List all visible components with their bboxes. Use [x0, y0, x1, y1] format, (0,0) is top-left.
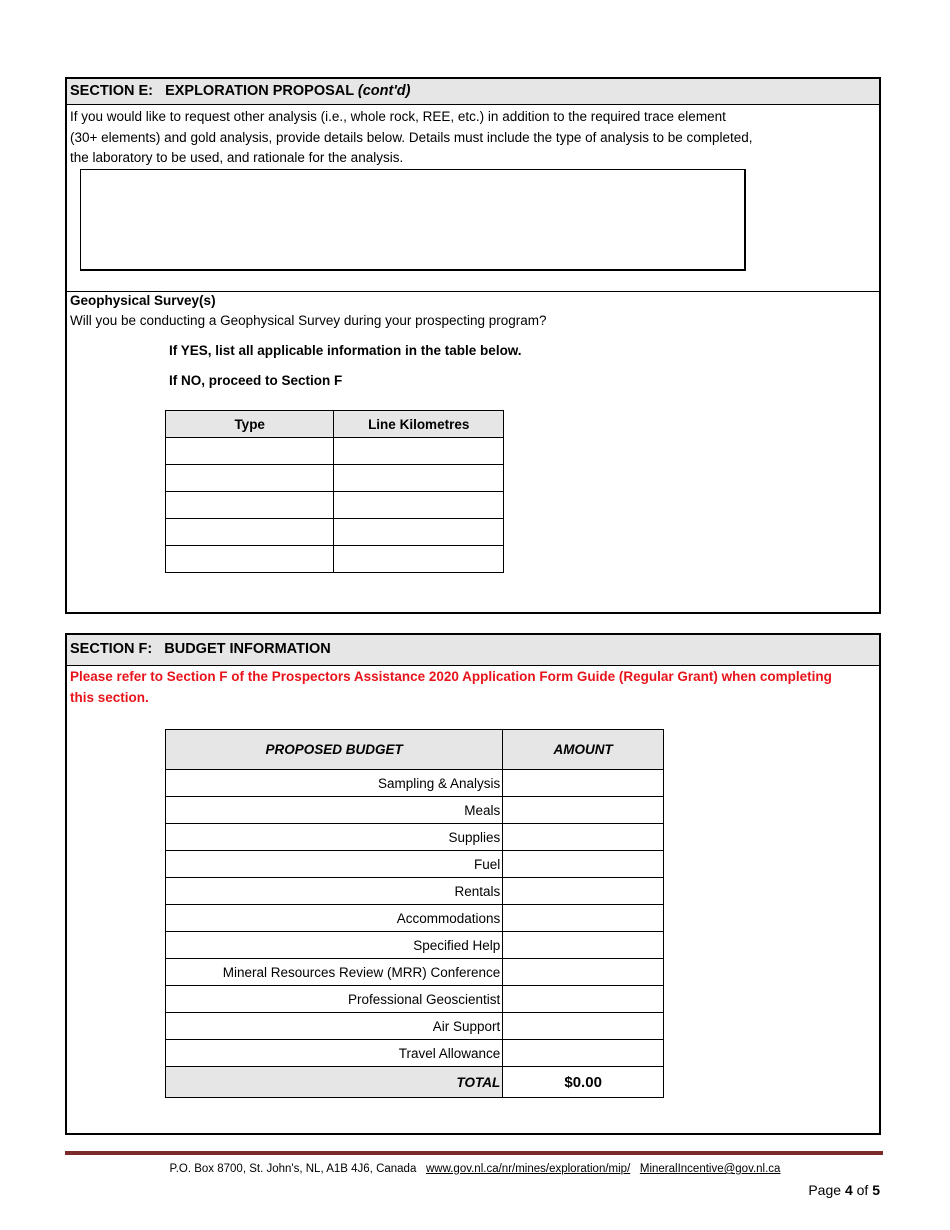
table-row: [166, 770, 664, 797]
section-e-title-suffix: (cont'd): [357, 83, 411, 99]
table-row: [166, 465, 504, 492]
table-row: [166, 438, 504, 465]
table-row: [166, 878, 664, 905]
budget-amount-cell[interactable]: [503, 959, 664, 986]
table-row: [166, 546, 504, 573]
budget-item-label: Air Support: [166, 1013, 503, 1040]
table-row: [166, 1040, 664, 1067]
type-cell[interactable]: [166, 519, 334, 546]
budget-item-label: Supplies: [166, 824, 503, 851]
section-f-title: SECTION F: BUDGET INFORMATION: [70, 641, 331, 657]
line-km-cell[interactable]: [334, 465, 504, 492]
budget-table: [165, 729, 664, 1098]
if-no-instruction: If NO, proceed to Section F: [169, 373, 343, 388]
page-number: [808, 1182, 880, 1198]
footer-email-link[interactable]: MineralIncentive@gov.nl.ca: [639, 1163, 781, 1175]
type-cell[interactable]: [166, 465, 334, 492]
budget-item-label: Accommodations: [166, 905, 503, 932]
footer-address: P.O. Box 8700, St. John's, NL, A1B 4J6, Canada: [169, 1163, 417, 1175]
line-km-cell[interactable]: [334, 492, 504, 519]
budget-amount-cell[interactable]: [503, 770, 664, 797]
line-km-cell[interactable]: [334, 438, 504, 465]
section-e: [65, 77, 881, 614]
table-row: [166, 1013, 664, 1040]
page-of: of: [852, 1182, 873, 1198]
budget-amount-cell[interactable]: [503, 797, 664, 824]
type-column-header: Type: [166, 411, 334, 438]
budget-item-label: Fuel: [166, 851, 503, 878]
total-row: [166, 1067, 664, 1098]
budget-item-label: Rentals: [166, 878, 503, 905]
table-row: [166, 932, 664, 959]
budget-item-label: Meals: [166, 797, 503, 824]
page-current: 4: [844, 1182, 853, 1198]
section-e-title: SECTION E: EXPLORATION PROPOSAL: [70, 83, 358, 99]
table-row: [166, 797, 664, 824]
budget-amount-cell[interactable]: [503, 878, 664, 905]
table-header-row: [166, 730, 664, 770]
page-prefix: Page: [808, 1182, 845, 1198]
analysis-instructions-line: (30+ elements) and gold analysis, provide details below. Details must include the type of analysis to be completed,: [70, 129, 753, 145]
budget-item-label: Sampling & Analysis: [166, 770, 503, 797]
budget-amount-cell[interactable]: [503, 986, 664, 1013]
budget-amount-cell[interactable]: [503, 824, 664, 851]
table-row: [166, 851, 664, 878]
analysis-instructions-line: If you would like to request other analysis (i.e., whole rock, REE, etc.) in addition to the required trace element: [70, 109, 726, 124]
footer: [0, 1163, 950, 1175]
table-row: [166, 519, 504, 546]
footer-rule: [65, 1151, 883, 1155]
budget-amount-cell[interactable]: [503, 1040, 664, 1067]
analysis-instructions-line: the laboratory to be used, and rationale for the analysis.: [70, 150, 404, 165]
type-cell[interactable]: [166, 438, 334, 465]
budget-item-label: Specified Help: [166, 932, 503, 959]
type-cell[interactable]: [166, 546, 334, 573]
budget-item-label: Professional Geoscientist: [166, 986, 503, 1013]
budget-notice-line: this section.: [70, 689, 149, 705]
total-amount: $0.00: [503, 1067, 664, 1098]
if-yes-instruction: If YES, list all applicable information in the table below.: [169, 343, 522, 358]
other-analysis-textbox[interactable]: [80, 169, 746, 271]
geophysical-survey-table: [165, 410, 504, 573]
geophysical-heading: Geophysical Survey(s): [70, 293, 216, 308]
table-row: [166, 824, 664, 851]
footer-website-link[interactable]: www.gov.nl.ca/nr/mines/exploration/mip/: [425, 1163, 631, 1175]
table-row: [166, 905, 664, 932]
line-km-cell[interactable]: [334, 519, 504, 546]
budget-notice: [70, 667, 832, 708]
line-km-cell[interactable]: [334, 546, 504, 573]
table-header-row: [166, 411, 504, 438]
budget-notice-line: Please refer to Section F of the Prospectors Assistance 2020 Application Form Guide (Regular Grant) when completing: [70, 669, 832, 684]
table-row: [166, 492, 504, 519]
section-f-header: [67, 635, 879, 666]
table-row: [166, 986, 664, 1013]
proposed-budget-header: PROPOSED BUDGET: [166, 730, 503, 770]
budget-amount-cell[interactable]: [503, 932, 664, 959]
section-f: [65, 633, 881, 1135]
budget-item-label: Mineral Resources Review (MRR) Conference: [166, 959, 503, 986]
line-km-column-header: Line Kilometres: [334, 411, 504, 438]
budget-item-label: Travel Allowance: [166, 1040, 503, 1067]
type-cell[interactable]: [166, 492, 334, 519]
analysis-instructions: [70, 107, 753, 169]
page-total: 5: [872, 1182, 880, 1198]
budget-amount-cell[interactable]: [503, 851, 664, 878]
amount-header: AMOUNT: [503, 730, 664, 770]
total-label: TOTAL: [166, 1067, 503, 1098]
geophysical-question: Will you be conducting a Geophysical Survey during your prospecting program?: [70, 313, 547, 328]
budget-amount-cell[interactable]: [503, 905, 664, 932]
section-e-header: [67, 79, 879, 105]
budget-amount-cell[interactable]: [503, 1013, 664, 1040]
table-row: [166, 959, 664, 986]
